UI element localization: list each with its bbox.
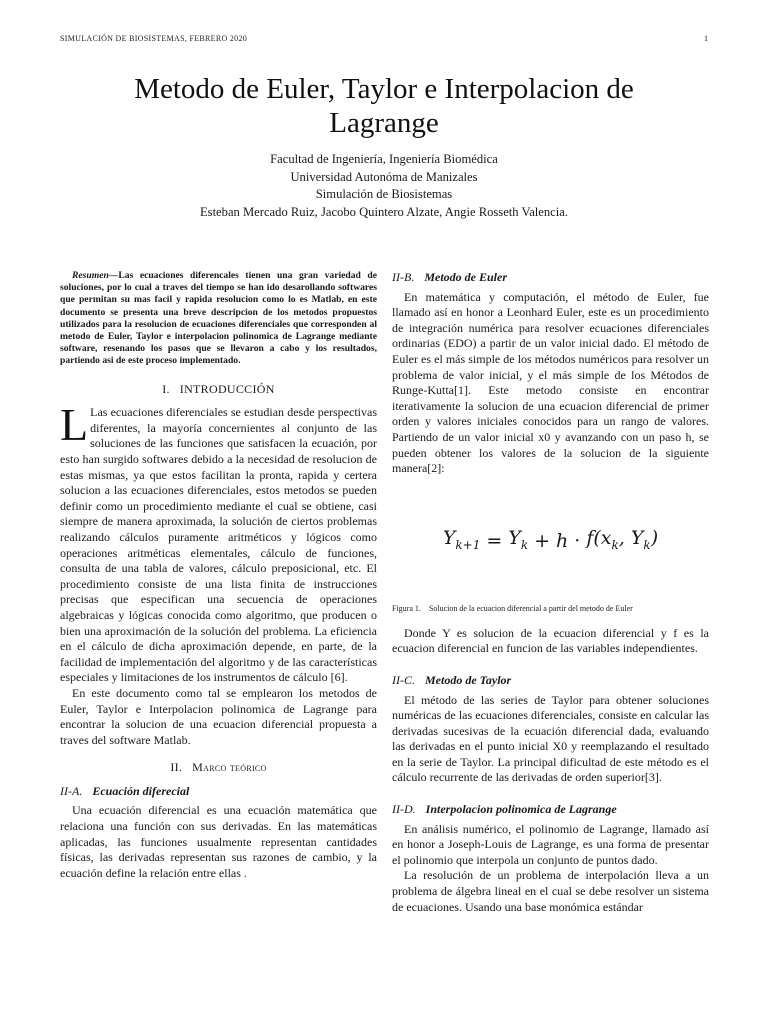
subsection-title: Interpolacion polinomica de Lagrange	[425, 802, 617, 817]
section-heading-marco-teorico	[60, 760, 377, 776]
left-column	[60, 270, 377, 881]
section-heading-introduccion	[60, 382, 377, 398]
right-column	[392, 270, 709, 915]
subsection-title: Metodo de Taylor	[425, 672, 512, 687]
abstract-dash: —	[108, 270, 119, 281]
affiliation-university: Universidad Autonóma de Manizales	[290, 169, 478, 184]
subsection-title: Metodo de Euler	[424, 270, 507, 284]
section-title: Marco teórico	[192, 760, 267, 775]
section-number: II.	[170, 760, 183, 775]
section-number: I.	[162, 381, 170, 396]
drop-cap-letter: L	[60, 399, 89, 451]
subsection-number: II-C.	[392, 672, 415, 687]
abstract	[60, 270, 377, 368]
subsection-number: II-A.	[60, 783, 83, 798]
subsection-heading-metodo-taylor	[392, 673, 709, 689]
subsection-number: II-D.	[392, 802, 416, 817]
abstract-text: Las ecuaciones diferencales tienen una gran variedad de soluciones, por lo cual a traves del tiempo se han ido desarollando softwares que permitan su mas facil y rapida resolucion como lo es Matlab, en este documento se presenta una breve descripcion de los metodos propuestos utilizados para la resolucion de ecuaciones diferenciales que corresponden al metodo de Euler, Taylor e interpolacion polinomica de Lagrange mediante software, resenando los pasos que se llevaron a cabo y los resultados, partiendo asi de este proceso implementado.	[60, 270, 377, 367]
paper-title	[60, 72, 708, 140]
taylor-paragraph: El método de las series de Taylor para obtener soluciones numéricas de las ecuaciones diferenciales, consiste en calcular las derivadas sucesivas de la ecuación diferencial dada, evaluando las derivadas en el punto inicial X0 y reemplazando el resultado en la serie de Taylor. La principal dificultad de este método es el cálculo recurrente de las derivadas de orden superior[3].	[392, 692, 709, 785]
section-title: INTRODUCCIÓN	[179, 381, 275, 396]
euler-paragraph-1: En matemática y computación, el método de Euler, fue llamado así en honor a Leonhard Euler, este es un procedimiento de integración numérica para resolver ecuaciones diferenciales ordinarias (EDO) a partir de un valor inicial dado. El método de Euler es el más simple de los métodos numéricos para resolver un problema de valor inicial, y el más simple de los Métodos de Runge-Kutta[1]. Este metodo consiste en encontrar iterativamente la solucion de una ecuacion diferencial de primer orden y valores iniciales conocidos para un rango de valores. Partiendo de un valor inicial x0 y avanzando con un paso h, se pueden obtener los valores de la solucion de la siguiente manera[2]:	[392, 289, 709, 476]
figure-caption-text: Solucion de la ecuacion diferencial a partir del metodo de Euler	[428, 603, 633, 613]
figure-label: Figura 1.	[392, 603, 421, 613]
abstract-label: Resumen	[72, 270, 109, 281]
subsection-title: Ecuación diferecial	[92, 783, 190, 798]
title-line-2: Lagrange	[329, 107, 439, 139]
lagrange-paragraph-2: La resolución de un problema de interpolación lleva a un problema de álgebra lineal en el cual se debe resolver un sistema de ecuaciones. Usando una base monómica estándar	[392, 868, 709, 914]
title-line-1: Metodo de Euler, Taylor e Interpolacion de	[134, 73, 634, 105]
affiliation-faculty: Facultad de Ingeniería, Ingeniería Biomédica	[270, 152, 498, 166]
affiliation-course: Simulación de Biosistemas	[315, 187, 453, 201]
subsection-heading-metodo-euler	[392, 270, 709, 286]
page-number: 1	[704, 34, 708, 43]
subsection-number: II-B.	[392, 270, 415, 284]
intro-paragraph-1-text: Las ecuaciones diferenciales se estudian desde perspectivas diferentes, la mayoría concernientes al conjunto de las soluciones de las funciones que satisfacen la ecuación, por esto han surgido softwares debido a la necesidad de resolucion de estas mismas, ya que estos facilitan la pronta, rapida y certera solucion a las ecuaciones diferenciales, estos metodos se pueden definir como un procedimiento mediante el cual se obtiene, casi siempre de manera aproximada, la solución de ciertos problemas realizando cálculos puramente aritméticos y lógicos como operaciones aritméticas elementales, cálculo de funciones, consulta de una tabla de valores, cálculo preposicional, etc. El procedimiento consiste de una lista finita de instrucciones precisas que especifican una secuencia de operaciones algebraicas y lógicas conocida como algoritmo, que producen o bien una aproximación de la solución del problema. La eficiencia en el cálculo de dicha aproximación depende, en parte, de la facilidad de implementación del algoritmo y de las características especiales y limitaciones de los instrumentos de cálculo [6].	[60, 405, 377, 685]
ecuacion-diferencial-paragraph: Una ecuación diferencial es una ecuación matemática que relaciona una función con sus derivadas. En las matemáticas aplicadas, las funciones usualmente representan cantidades físicas, las derivadas representan sus razones de cambio, y la ecuación define la relación entre ellas .	[60, 803, 377, 880]
author-list: Esteban Mercado Ruiz, Jacobo Quintero Alzate, Angie Rosseth Valencia.	[199, 204, 569, 219]
lagrange-paragraph-1: En análisis numérico, el polinomio de Lagrange, llamado así en honor a Joseph-Louis de Lagrange, es una forma de presentar el polinomio que interpola un conjunto de puntos dado.	[392, 821, 709, 867]
subsection-heading-ecuacion-diferecial	[60, 784, 377, 800]
subsection-heading-lagrange	[392, 802, 709, 818]
figure-caption	[392, 603, 709, 614]
euler-paragraph-2: Donde Y es solucion de la ecuacion diferencial y f es la ecuacion diferencial en funcion de las variables independientes.	[392, 625, 709, 656]
euler-equation: $Y_{k+1}$ = $Y_k$ + h · $f(x_k$, $Y_k$)	[442, 526, 659, 552]
intro-paragraph-1	[60, 399, 377, 686]
author-affiliations	[60, 151, 708, 221]
intro-paragraph-2: En este documento como tal se emplearon los metodos de Euler, Taylor e Interpolacion polinomica de Lagrange para encontrar la solucion de una ecuacion diferencial propuesta a traves del software Matlab.	[60, 685, 377, 747]
running-head: SIMULACIÓN DE BIOSISTEMAS, FEBRERO 2020	[60, 34, 248, 43]
